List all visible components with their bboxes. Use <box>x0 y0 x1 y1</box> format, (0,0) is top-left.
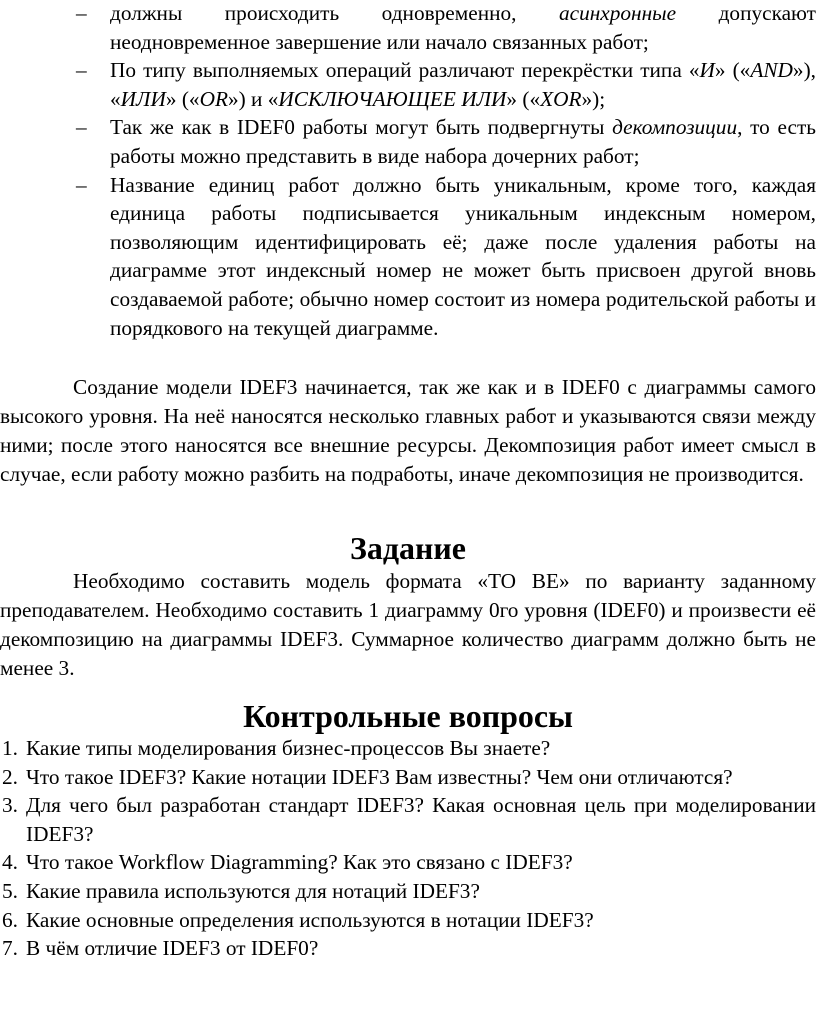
text-run: » (« <box>165 86 200 111</box>
question-item <box>0 877 816 906</box>
question-text: В чём отличие IDEF3 от IDEF0? <box>26 936 319 961</box>
dash-item-text <box>110 115 816 168</box>
question-text: Что такое IDEF3? Какие нотации IDEF3 Вам известны? Чем они отличаются? <box>26 764 733 789</box>
text-run: » (« <box>506 86 541 111</box>
dash-list-item <box>0 113 816 170</box>
question-number: 3. <box>2 793 18 818</box>
dash-item-text <box>110 1 816 54</box>
dash-list-item <box>0 171 816 343</box>
question-item <box>0 906 816 935</box>
question-number: 7. <box>2 936 18 961</box>
italic-term: ИЛИ <box>120 86 166 111</box>
question-text: Для чего был разработан стандарт IDEF3? Какая основная цель при моделировании IDEF3? <box>26 793 816 846</box>
question-item <box>0 934 816 963</box>
dash-marker: – <box>76 1 87 25</box>
text-run: Так же как в IDEF0 работы могут быть подвергнуты <box>110 115 613 140</box>
question-item <box>0 848 816 877</box>
question-item <box>0 734 816 763</box>
text-run: , то есть работы можно представить в виде набора дочерних работ; <box>110 115 816 168</box>
dash-list <box>0 0 816 342</box>
italic-term: асинхронные <box>558 1 677 25</box>
question-text: Какие основные определения используются в нотации IDEF3? <box>26 907 594 932</box>
dash-list-item <box>0 0 816 56</box>
questions-list <box>0 734 816 963</box>
question-number: 2. <box>2 764 18 789</box>
text-run: »); <box>581 86 606 111</box>
question-number: 6. <box>2 907 18 932</box>
task-heading: Задание <box>350 531 466 566</box>
dash-list-item <box>0 56 816 113</box>
question-text: Какие правила используются для нотаций IDEF3? <box>26 878 480 903</box>
italic-term: XOR <box>540 86 582 111</box>
task-paragraph: Необходимо составить модель формата «TO BE» по варианту заданному преподавателем. Необходимо составить 1 диаграмму 0го уровня (IDEF0) и произвести её декомпозицию на диаграммы IDEF3. Суммарное количество диаграмм должно быть не менее 3. <box>0 569 816 680</box>
text-run: » (« <box>714 58 751 83</box>
text-run: допускают неодновременное завершение или начало связанных работ; <box>110 1 816 54</box>
italic-term: OR <box>199 86 228 111</box>
text-run: »), « <box>110 58 816 111</box>
text-run: должны происходить одновременно, <box>110 1 559 25</box>
text-run: ») и « <box>227 86 279 111</box>
question-item <box>0 763 816 792</box>
dash-item-text <box>110 173 816 340</box>
question-item <box>0 791 816 848</box>
italic-term: декомпозиции <box>612 115 738 140</box>
text-run: Название единиц работ должно быть уникальным, кроме того, каждая единица работы подписывается уникальным индексным номером, позволяющим идентифицировать её; даже после удаления работы на диаграмме этот индексный номер не может быть присвоен другой вновь создаваемой работе; обычно номер состоит из номера родительской работы и порядкового на текущей диаграмме. <box>110 172 816 340</box>
question-number: 4. <box>2 850 18 875</box>
question-number: 1. <box>2 736 18 760</box>
question-text: Какие типы моделирования бизнес-процессов Вы знаете? <box>26 736 551 760</box>
text-run: По типу выполняемых операций различают перекрёстки типа « <box>110 58 700 83</box>
question-number: 5. <box>2 878 18 903</box>
dash-marker: – <box>76 115 87 140</box>
italic-term: И <box>699 58 715 83</box>
italic-term: AND <box>750 58 793 83</box>
italic-term: ИСКЛЮЧАЮЩЕЕ ИЛИ <box>278 86 507 111</box>
intro-paragraph: Создание модели IDEF3 начинается, так же как и в IDEF0 с диаграммы самого высокого уровня. На неё наносятся несколько главных работ и указываются связи между ними; после этого наносятся все внешние ресурсы. Декомпозиция работ имеет смысл в случае, если работу можно разбить на подработы, иначе декомпозиция не производится. <box>0 375 816 486</box>
questions-heading: Контрольные вопросы <box>243 699 573 734</box>
question-text: Что такое Workflow Diagramming? Как это связано с IDEF3? <box>26 850 573 875</box>
dash-item-text <box>110 58 816 111</box>
dash-marker: – <box>76 58 87 83</box>
dash-marker: – <box>76 172 87 197</box>
